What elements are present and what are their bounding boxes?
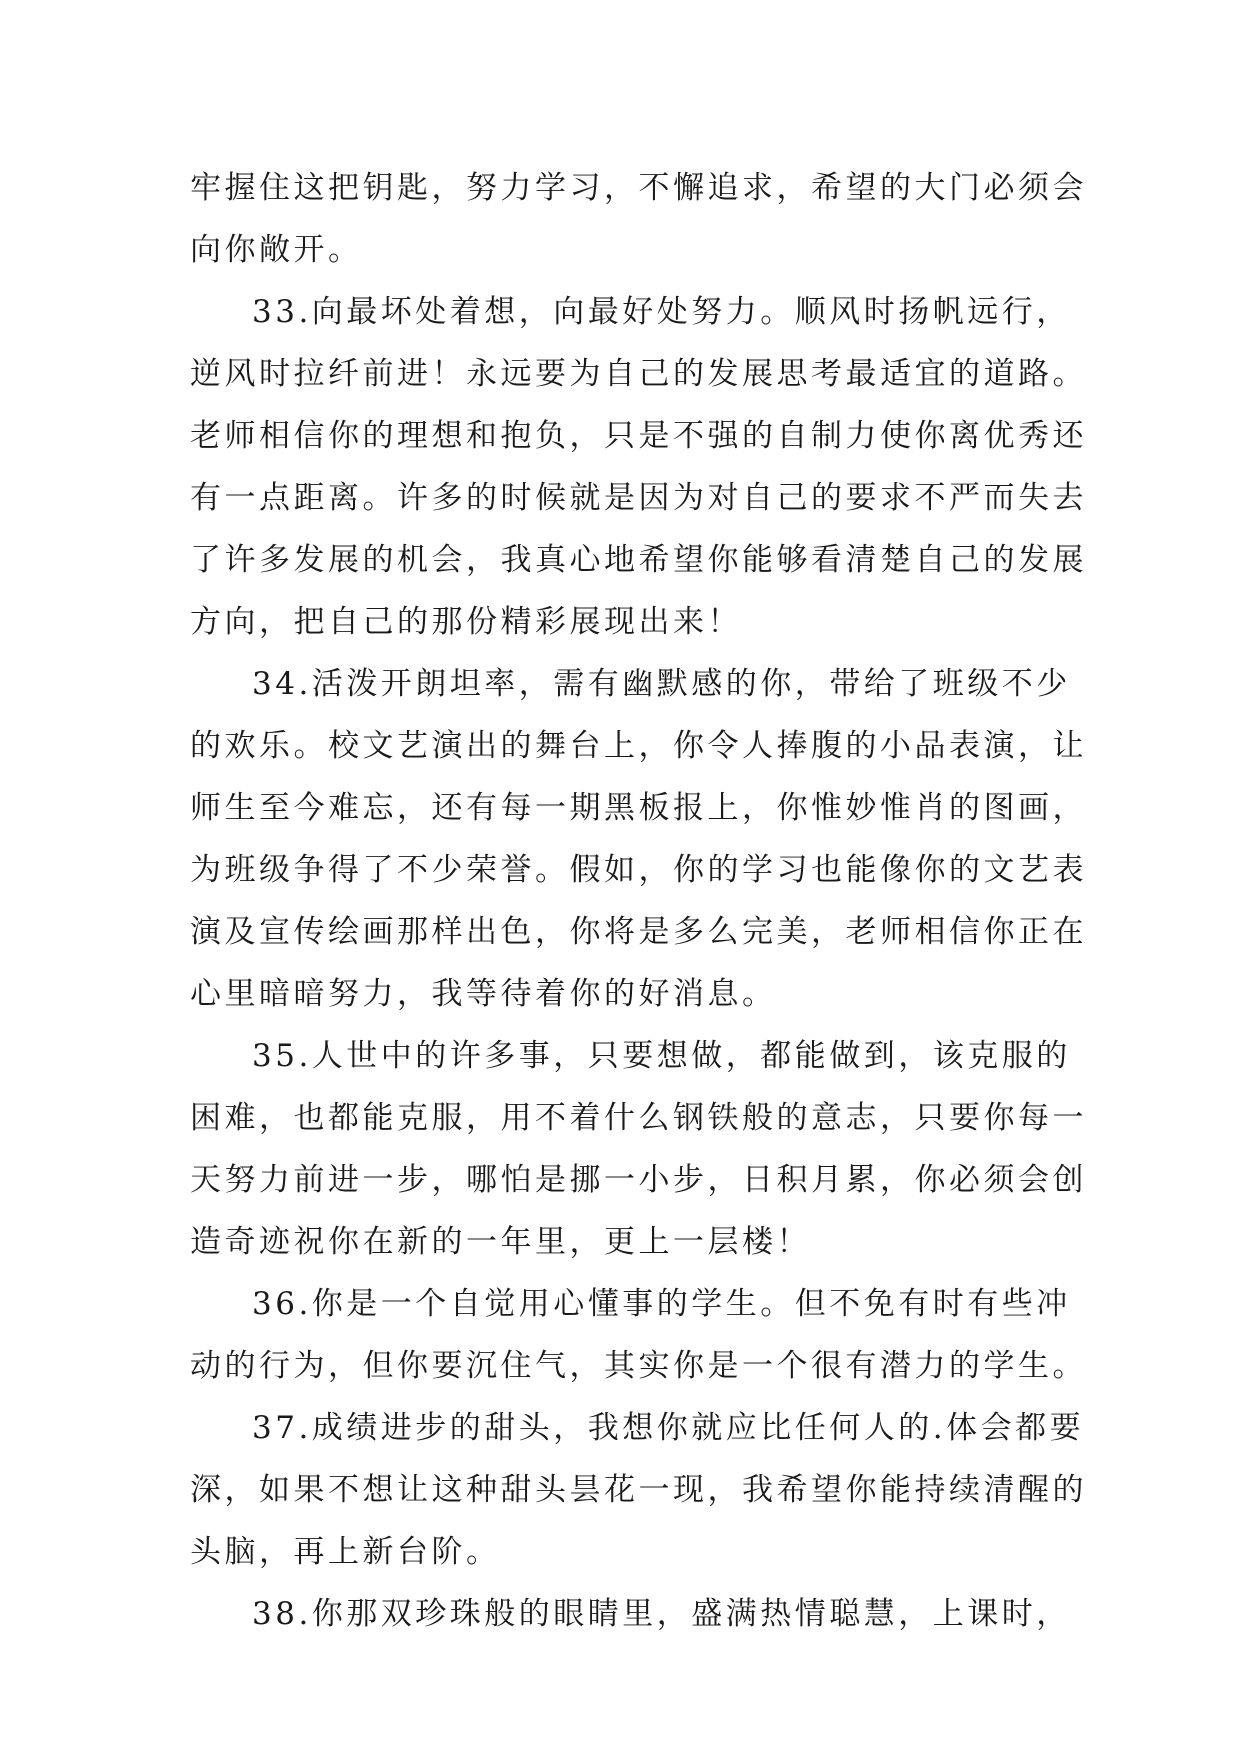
text-line: 困难，也都能克服，用不着什么钢铁般的意志，只要你每一 xyxy=(190,1100,1087,1136)
text-line: 老师相信你的理想和抱负，只是不强的自制力使你离优秀还 xyxy=(190,418,1087,454)
text-line: 36.你是一个自觉用心懂事的学生。但不免有时有些冲 xyxy=(252,1286,1071,1322)
text-line: 深，如果不想让这种甜头昙花一现，我希望你能持续清醒的 xyxy=(190,1472,1087,1508)
text-line: 的欢乐。校文艺演出的舞台上，你令人捧腹的小品表演，让 xyxy=(190,728,1087,764)
text-line: 有一点距离。许多的时候就是因为对自己的要求不严而失去 xyxy=(190,480,1087,516)
text-line: 方向，把自己的那份精彩展现出来！ xyxy=(190,604,742,640)
text-line: 天努力前进一步，哪怕是挪一小步，日积月累，你必须会创 xyxy=(190,1162,1087,1198)
text-line: 头脑，再上新台阶。 xyxy=(190,1534,501,1570)
text-line: 33.向最坏处着想，向最好处努力。顺风时扬帆远行， xyxy=(252,294,1071,330)
text-line: 38.你那双珍珠般的眼睛里，盛满热情聪慧，上课时， xyxy=(252,1596,1071,1632)
text-line: 演及宣传绘画那样出色，你将是多么完美，老师相信你正在 xyxy=(190,914,1087,950)
text-line: 逆风时拉纤前进！永远要为自己的发展思考最适宜的道路。 xyxy=(190,356,1087,392)
text-line: 牢握住这把钥匙，努力学习，不懈追求，希望的大门必须会 xyxy=(190,170,1087,206)
text-line: 师生至今难忘，还有每一期黑板报上，你惟妙惟肖的图画， xyxy=(190,790,1087,826)
text-line: 为班级争得了不少荣誉。假如，你的学习也能像你的文艺表 xyxy=(190,852,1087,888)
text-line: 动的行为，但你要沉住气，其实你是一个很有潜力的学生。 xyxy=(190,1348,1087,1384)
text-line: 了许多发展的机会，我真心地希望你能够看清楚自己的发展 xyxy=(190,542,1087,578)
text-line: 心里暗暗努力，我等待着你的好消息。 xyxy=(190,976,777,1012)
text-line: 造奇迹祝你在新的一年里，更上一层楼！ xyxy=(190,1224,811,1260)
text-line: 37.成绩进步的甜头，我想你就应比任何人的.体会都要 xyxy=(252,1410,1085,1446)
text-line: 向你敞开。 xyxy=(190,232,363,268)
document-body xyxy=(190,157,1087,1645)
text-line: 35.人世中的许多事，只要想做，都能做到，该克服的 xyxy=(252,1038,1071,1074)
text-line: 34.活泼开朗坦率，需有幽默感的你，带给了班级不少 xyxy=(252,666,1071,702)
